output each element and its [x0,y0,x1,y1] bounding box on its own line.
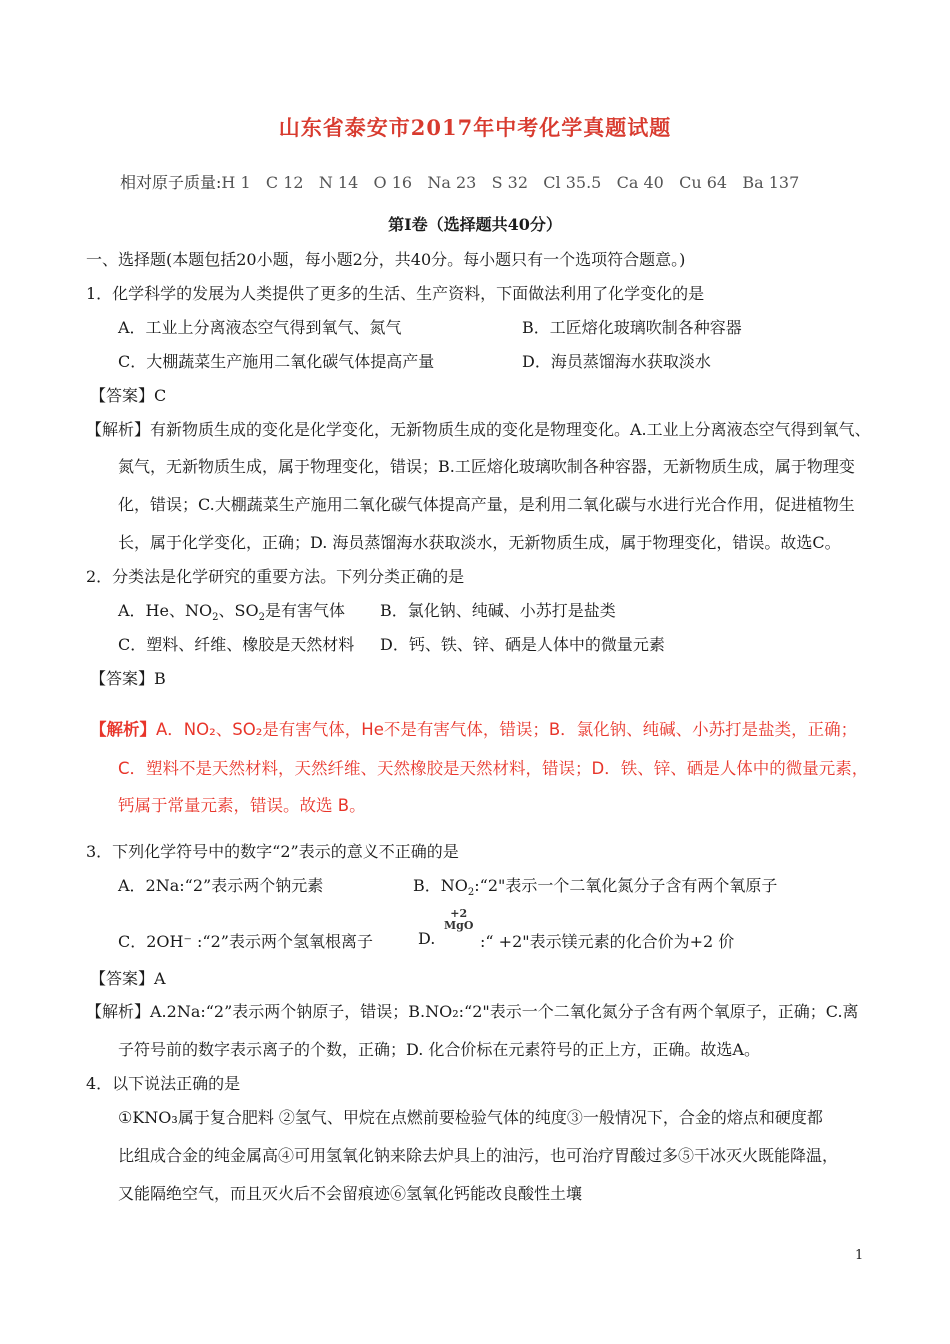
q4-statement-1: ①KNO₃属于复合肥料 ②氢气、甲烷在点燃前要检验气体的纯度③一般情况下，合金的熔点和硬度都 [118,1108,823,1127]
q2-answer: 【答案】B [90,669,166,688]
q1-option-b: B．工匠熔化玻璃吹制各种容器 [522,318,742,337]
q1-stem: 1．化学科学的发展为人类提供了更多的生活、生产资料，下面做法利用了化学变化的是 [86,284,705,303]
q1-explanation-1: 【解析】有新物质生成的变化是化学变化，无新物质生成的变化是物理变化。A.工业上分离液态空气得到氧气、 [86,420,871,439]
q3-explanation-1: 【解析】A.2Na:“2”表示两个钠原子，错误；B.NO₂:“2"表示一个二氧化氮分子含有两个氧原子，正确；C.离 [86,1002,859,1021]
q2-explanation-3: 钙属于常量元素，错误。故选 B。 [118,796,366,815]
atomic-masses-values: H 1 C 12 N 14 O 16 Na 23 S 32 Cl 35.5 Ca 40 Cu 64 Ba 137 [221,173,800,192]
page-number: 1 [855,1248,864,1263]
q4-statement-2: 比组成合金的纯金属高④可用氢氧化钠来除去炉具上的油污，也可治疗胃酸过多⑤干冰灭火既能降温， [118,1146,839,1165]
q2-stem: 2．分类法是化学研究的重要方法。下列分类正确的是 [86,567,465,586]
mgo-formula [444,908,473,932]
mgo-valence: +2 [450,907,468,920]
page-title: 山东省泰安市2017年中考化学真题试题 [278,115,672,140]
q3-option-b: B．$NO_2:“2$"表示一个二氧化氮分子含有两个氧原子 [413,876,778,899]
q4-statement-3: 又能隔绝空气，而且灭火后不会留痕迹⑥氢氧化钙能改良酸性土壤 [118,1184,583,1203]
q2-option-d: D．钙、铁、锌、硒是人体中的微量元素 [380,635,665,654]
mgo-symbol: MgO [444,919,474,932]
q1-answer: 【答案】C [90,386,167,405]
q2-explanation-1: 【解析】A．NO₂、SO₂是有害气体，He不是有害气体，错误；B．氯化钠、纯碱、小苏打是盐类，正确； [90,720,858,739]
q1-option-d: D．海员蒸馏海水获取淡水 [522,352,711,371]
q4-stem: 4．以下说法正确的是 [86,1074,241,1093]
section-title: 第Ⅰ卷（选择题共40分） [388,215,562,234]
q3-explanation-2: 子符号前的数字表示离子的个数，正确；D. 化合价标在元素符号的正上方，正确。故选A。 [118,1040,760,1059]
q1-option-c: C．大棚蔬菜生产施用二氧化碳气体提高产量 [118,352,435,371]
q1-explanation-3: 化，错误；C.大棚蔬菜生产施用二氧化碳气体提高产量，是利用二氧化碳与水进行光合作用，促进植物生 [118,495,855,514]
atomic-masses-label: 相对原子质量: [120,173,222,192]
q1-explanation-4: 长，属于化学变化，正确；D. 海员蒸馏海水获取淡水，无新物质生成，属于物理变化，错误。故选C。 [118,533,841,552]
q3-option-d-label: D. [418,929,436,948]
q3-answer: 【答案】A [90,969,166,988]
q3-stem: 3．下列化学符号中的数字“2”表示的意义不正确的是 [86,842,459,861]
q2-explanation-2: C．塑料不是天然材料，天然纤维、天然橡胶是天然材料，错误；D．铁、锌、硒是人体中的微量元素， [118,759,869,778]
atomic-masses-line [120,170,799,193]
q3-option-a: A．2Na:“2”表示两个钠元素 [118,876,324,895]
q3-option-c: C．2OH⁻ :“2”表示两个氢氧根离子 [118,932,373,951]
q2-option-c: C．塑料、纤维、橡胶是天然材料 [118,635,355,654]
intro-text: 一、选择题(本题包括20小题，每小题2分，共40分。每小题只有一个选项符合题意。) [86,250,686,269]
q1-explanation-2: 氮气，无新物质生成，属于物理变化，错误；B.工匠熔化玻璃吹制各种容器，无新物质生成，属于物理变 [118,457,855,476]
q2-option-a: A．He、$NO_2$、$SO_2$是有害气体 [118,601,345,624]
q3-option-d: :“ +2"表示镁元素的化合价为+2 价 [480,932,735,951]
q2-option-b: B．氯化钠、纯碱、小苏打是盐类 [380,601,616,620]
q2-explanation-head: 【解析】 [90,720,156,739]
q1-option-a: A．工业上分离液态空气得到氧气、氮气 [118,318,402,337]
